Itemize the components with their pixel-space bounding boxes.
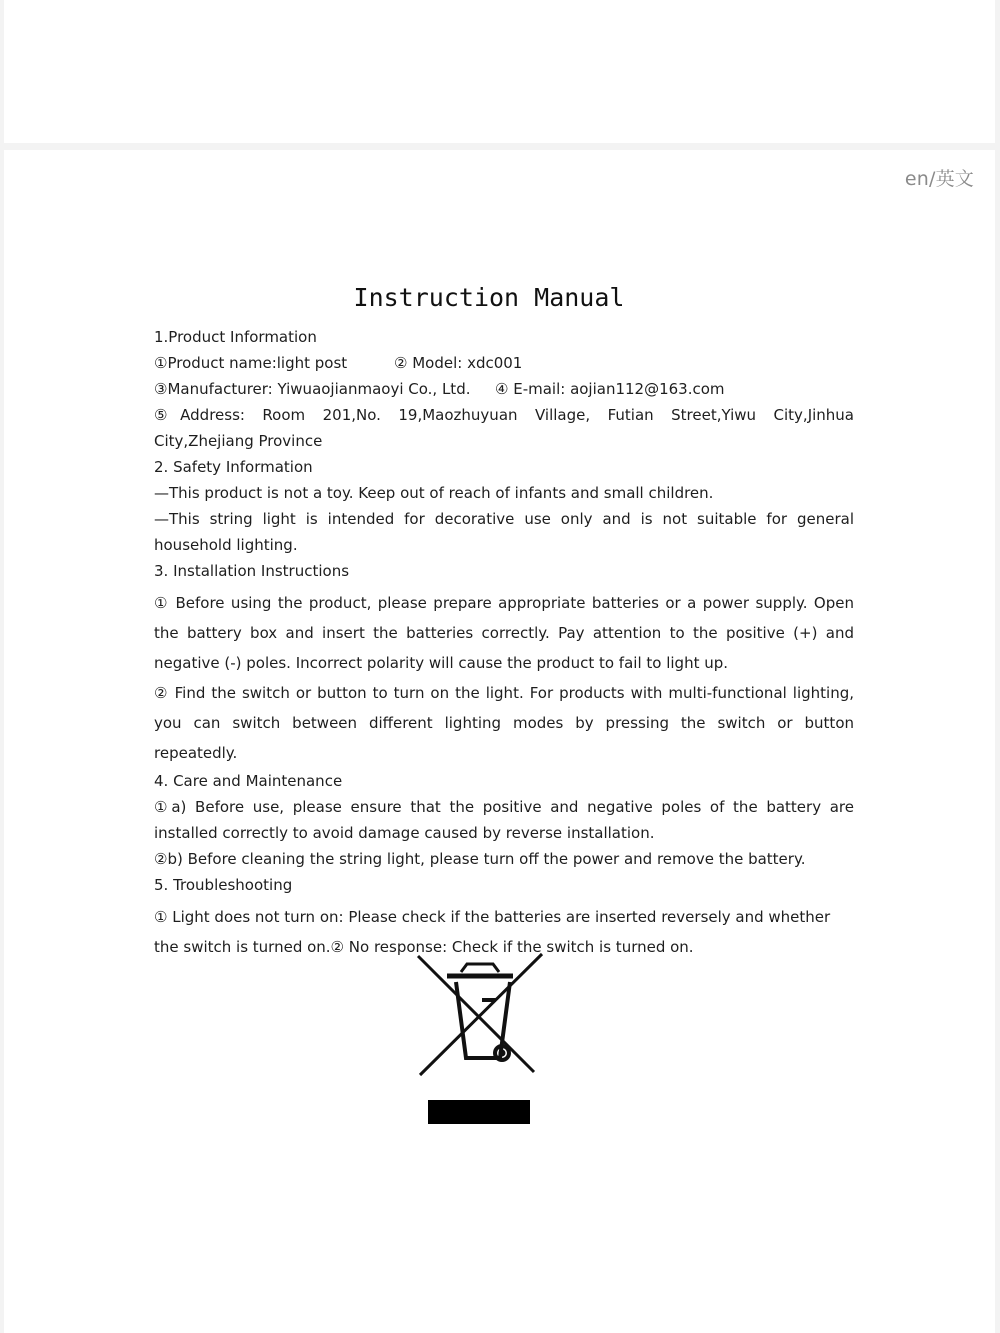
language-label: en/英文 bbox=[904, 168, 974, 190]
manufacturer: ③Manufacturer: Yiwuaojianmaoyi Co., Ltd. bbox=[154, 380, 471, 398]
crossed-out-wheelie-bin-icon bbox=[414, 950, 552, 1080]
page-title: Instruction Manual bbox=[353, 283, 625, 312]
section-heading-safety-information: 2. Safety Information bbox=[154, 458, 313, 476]
care-item: ②b) Before cleaning the string light, please turn off the power and remove the battery. bbox=[154, 850, 806, 868]
care-item: ①a) Before use, please ensure that the positive and negative poles of the battery are installed correctly to avoid damage caused by reverse installation. bbox=[154, 798, 854, 842]
manufacturer-email-row bbox=[154, 376, 854, 402]
section-heading-care-and-maintenance: 4. Care and Maintenance bbox=[154, 772, 343, 790]
safety-item: —This product is not a toy. Keep out of reach of infants and small children. bbox=[154, 484, 714, 502]
section-heading-troubleshooting: 5. Troubleshooting bbox=[154, 876, 293, 894]
section-heading-product-information: 1.Product Information bbox=[154, 328, 317, 346]
safety-item: —This string light is intended for decorative use only and is not suitable for general household lighting. bbox=[154, 510, 854, 554]
section-heading-installation-instructions: 3. Installation Instructions bbox=[154, 562, 350, 580]
troubleshooting-text: ① Light does not turn on: Please check if the batteries are inserted reversely and whether the switch is turned on.② No response: Check if the switch is turned on. bbox=[154, 908, 831, 956]
manual-body bbox=[154, 324, 854, 962]
weee-bar-marker bbox=[428, 1100, 530, 1124]
address: ⑤Address: Room 201,No. 19,Maozhuyuan Village, Futian Street,Yiwu City,Jinhua City,Zhejiang Province bbox=[154, 406, 854, 450]
product-name: ①Product name:light post bbox=[154, 354, 348, 372]
product-name-model-row bbox=[154, 350, 854, 376]
installation-item: ① Before using the product, please prepare appropriate batteries or a power supply. Open the battery box and insert the batteries correctly. Pay attention to the positive (+) and negative (-) poles. Incorrect polarity will cause the product to fail to light up. bbox=[154, 594, 854, 672]
product-model: ② Model: xdc001 bbox=[394, 354, 523, 372]
installation-item: ② Find the switch or button to turn on the light. For products with multi-functional lighting, you can switch between different lighting modes by pressing the switch or button repeatedly. bbox=[154, 684, 854, 762]
previous-page-panel bbox=[4, 0, 995, 143]
manual-page bbox=[4, 150, 995, 1333]
email: ④ E-mail: aojian112@163.com bbox=[495, 380, 725, 398]
